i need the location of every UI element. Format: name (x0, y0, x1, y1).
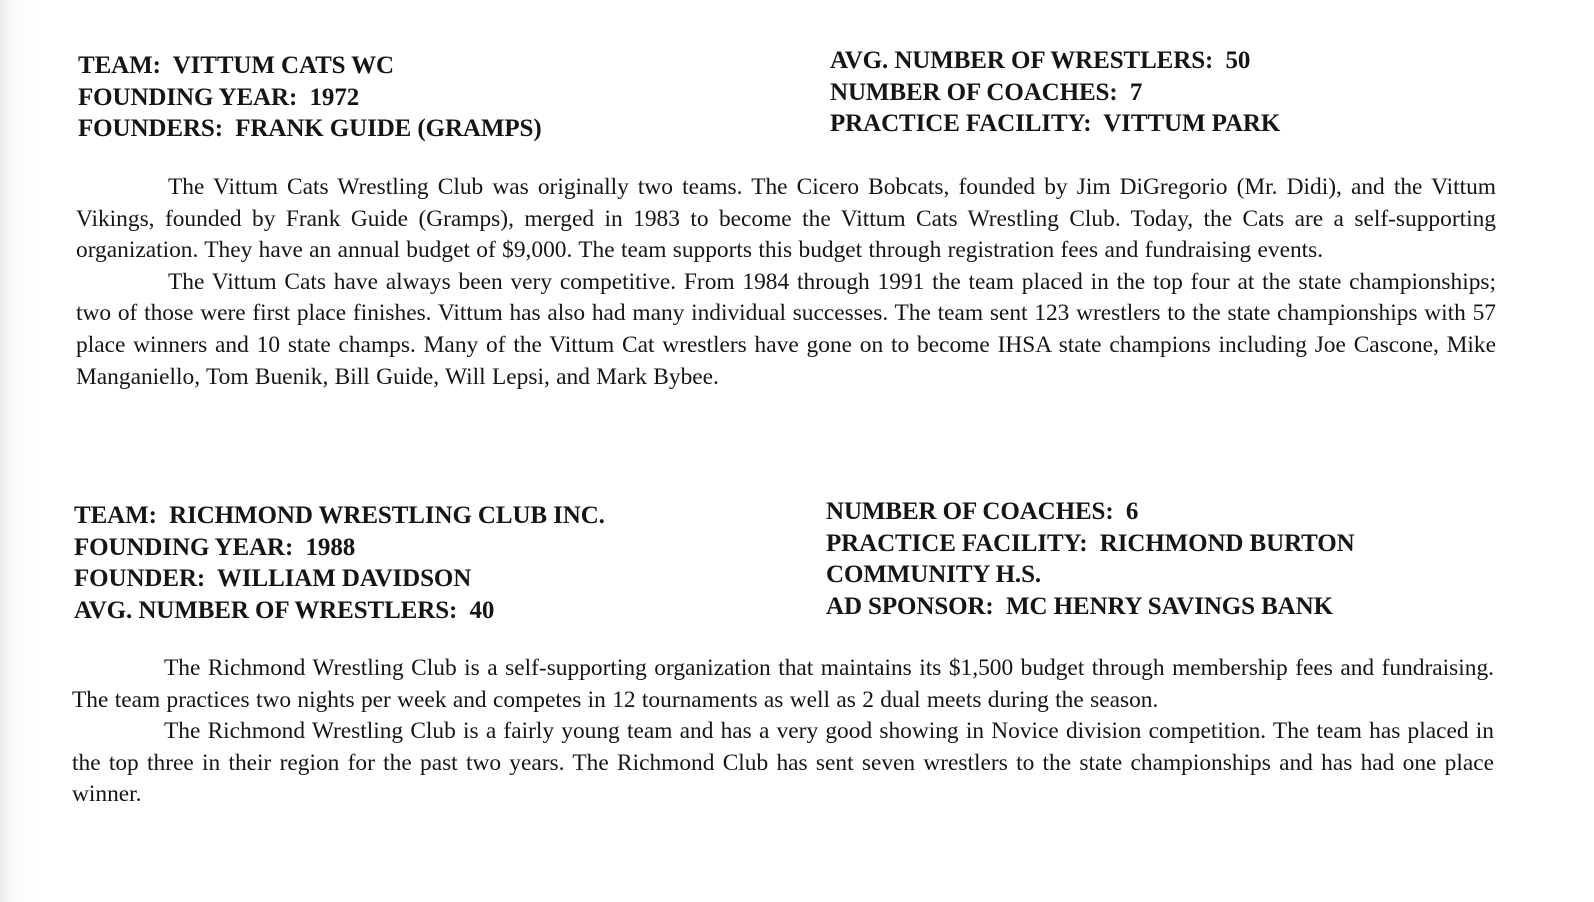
field-label: PRACTICE FACILITY: (826, 529, 1088, 557)
body-paragraph: The Richmond Wrestling Club is a self-supporting organization that maintains its $1,500 budget through membership fees and fundraising. The team practices two nights per week and competes in 12 tournaments as well as 2 dual meets during the season. (72, 655, 1494, 713)
body-paragraph: The Vittum Cats Wrestling Club was originally two teams. The Cicero Bobcats, founded by Jim DiGregorio (Mr. Didi), and the Vittum Vikings, founded by Frank Guide (Gramps), merged in 1983 to become the Vittum Cats Wrestling Club. Today, the Cats are a self-supporting organization. They have an annual budget of $9,000. The team supports this budget through registration fees and fundraising events. (76, 174, 1496, 264)
avg-wrestlers-field (830, 45, 1280, 77)
field-value: 1988 (305, 533, 356, 561)
field-label: NUMBER OF COACHES: (826, 498, 1114, 525)
coaches-field (826, 496, 1426, 528)
field-label: PRACTICE FACILITY: (830, 110, 1092, 137)
field-label: FOUNDER: (74, 565, 206, 592)
body-paragraph: The Vittum Cats have always been very competitive. From 1984 through 1991 the team placed in the top four at the state championships; two of those were first place finishes. Vittum has also had many individual successes. The team sent 123 wrestlers to the state championships with 57 place winners and 10 state champs. Many of the Vittum Cat wrestlers have gone on to become IHSA state champions including Joe Cascone, Mike Manganiello, Tom Buenik, Bill Guide, Will Lepsi, and Mark Bybee. (76, 268, 1496, 390)
field-value: WILLIAM DAVIDSON (217, 565, 472, 592)
field-value: MC HENRY SAVINGS BANK (1005, 592, 1333, 620)
practice-facility-field (830, 108, 1280, 140)
founding-year-field (78, 82, 542, 114)
vittum-team-info-right (830, 45, 1280, 140)
team-field (74, 500, 605, 532)
field-label: TEAM: (78, 52, 161, 79)
field-value: 1972 (309, 83, 360, 111)
field-label: NUMBER OF COACHES: (830, 78, 1118, 106)
field-value: VITTUM PARK (1103, 110, 1281, 137)
founding-year-field (74, 532, 605, 564)
richmond-team-info-right (826, 496, 1426, 622)
ad-sponsor-field (826, 591, 1426, 623)
field-value: FRANK GUIDE (GRAMPS) (235, 115, 542, 142)
field-label: AVG. NUMBER OF WRESTLERS: (830, 47, 1214, 74)
practice-facility-field (826, 528, 1426, 591)
body-paragraph: The Richmond Wrestling Club is a fairly young team and has a very good showing in Novice division competition. The team has placed in the top three in their region for the past two years. The Richmond Club has sent seven wrestlers to the state championships and has had one place winner. (72, 718, 1494, 808)
founders-field (78, 113, 542, 145)
vittum-team-info-left (78, 50, 542, 145)
field-label: AD SPONSOR: (826, 592, 994, 620)
team-field (78, 50, 542, 82)
vittum-description (76, 172, 1496, 393)
field-label: FOUNDING YEAR: (74, 533, 294, 561)
field-value: 7 (1129, 78, 1143, 106)
founder-field (74, 563, 605, 595)
avg-wrestlers-field (74, 595, 605, 627)
field-label: FOUNDING YEAR: (78, 83, 298, 111)
field-value: RICHMOND WRESTLING CLUB INC. (169, 502, 605, 529)
field-value: 50 (1225, 47, 1251, 74)
field-value: 6 (1125, 498, 1139, 525)
coaches-field (830, 77, 1280, 109)
field-value: VITTUM CATS WC (172, 52, 395, 79)
field-label: TEAM: (74, 502, 157, 529)
richmond-description (72, 653, 1494, 811)
richmond-team-info-left (74, 500, 605, 626)
field-value: 40 (469, 596, 495, 624)
field-label: FOUNDERS: (78, 115, 223, 142)
field-value: RICHMOND BURTON COMMUNITY H.S. (826, 529, 1355, 588)
field-label: AVG. NUMBER OF WRESTLERS: (74, 596, 458, 624)
